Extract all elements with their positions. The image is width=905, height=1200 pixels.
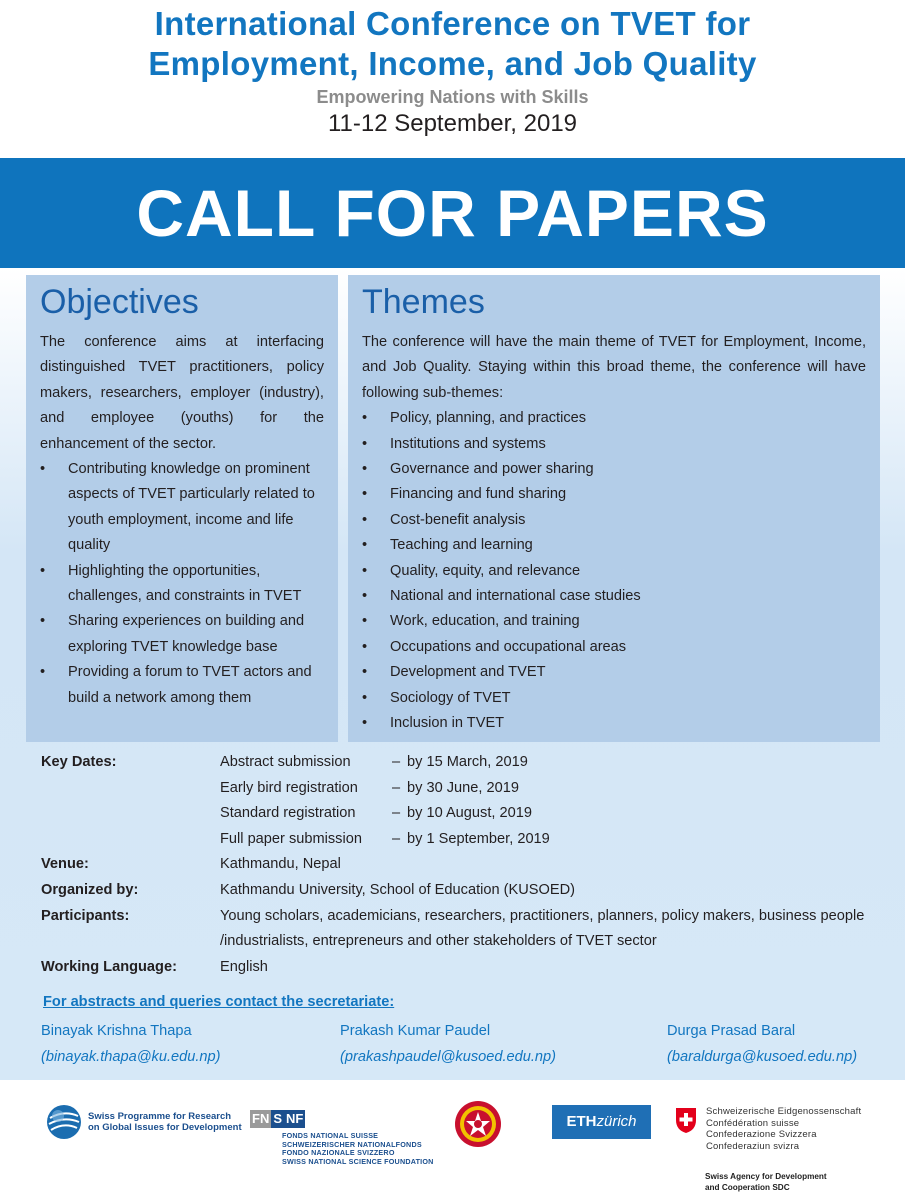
language-value: English xyxy=(220,958,268,975)
key-date-event: Full paper submission xyxy=(220,830,362,847)
objectives-list xyxy=(40,457,324,711)
contact-person xyxy=(41,1018,221,1070)
snf-logo xyxy=(250,1110,434,1166)
key-date-deadline: by 10 August, 2019 xyxy=(407,805,532,822)
title-line-1: International Conference on TVET for xyxy=(154,5,751,42)
conference-title xyxy=(0,0,905,84)
theme-item: • Institutions and systems xyxy=(362,432,866,457)
snf-line-2: SCHWEIZERISCHER NATIONALFONDS xyxy=(282,1139,422,1149)
theme-item: • Inclusion in TVET xyxy=(362,711,866,736)
call-for-papers-banner: CALL FOR PAPERS xyxy=(0,158,905,268)
event-details xyxy=(41,750,881,980)
objective-item: • Highlighting the opportunities, challenges, and constraints in TVET xyxy=(40,559,324,610)
themes-list xyxy=(362,406,866,736)
theme-item: • Occupations and occupational areas xyxy=(362,635,866,660)
swiss-confederation-logo xyxy=(674,1106,861,1152)
sdc-line-2: and Cooperation SDC xyxy=(705,1182,790,1192)
ch-line-1: Schweizerische Eidgenossenschaft xyxy=(706,1106,862,1117)
theme-item: • Governance and power sharing xyxy=(362,457,866,482)
participants-value: Young scholars, academicians, researchers, practitioners, planners, policy makers, business people /industrialists, entrepreneurs and other stakeholders of TVET sector xyxy=(220,907,865,950)
title-line-2: Employment, Income, and Job Quality xyxy=(148,45,757,82)
themes-intro: The conference will have the main theme of TVET for Employment, Income, and Job Quality. Staying within this broad theme, the conference will have following sub-themes: xyxy=(362,334,866,401)
key-date-event: Standard registration xyxy=(220,805,356,822)
eth-italic: zürich xyxy=(596,1113,637,1130)
snf-mark-a: FN xyxy=(252,1111,270,1126)
venue-label: Venue: xyxy=(41,856,89,873)
language-label: Working Language: xyxy=(41,958,177,975)
key-date-deadline: by 30 June, 2019 xyxy=(407,779,519,796)
contact-name: Binayak Krishna Thapa xyxy=(41,1023,192,1039)
contact-email[interactable]: (baraldurga@kusoed.edu.np) xyxy=(667,1049,858,1065)
contact-email[interactable]: (binayak.thapa@ku.edu.np) xyxy=(41,1049,221,1065)
key-date-item xyxy=(220,827,881,853)
eth-zurich-logo xyxy=(552,1105,651,1139)
themes-heading: Themes xyxy=(362,283,485,321)
key-date-item xyxy=(220,801,881,827)
key-date-deadline: by 15 March, 2019 xyxy=(407,754,528,770)
ch-line-4: Confederaziun svizra xyxy=(706,1140,800,1152)
theme-item: • Development and TVET xyxy=(362,660,866,685)
theme-item: • Quality, equity, and relevance xyxy=(362,559,866,584)
themes-panel xyxy=(348,275,880,742)
key-date-item xyxy=(220,776,881,802)
university-seal-icon xyxy=(454,1100,502,1148)
objective-item: • Contributing knowledge on prominent aspects of TVET particularly related to youth employment, income and life quality xyxy=(40,457,324,559)
theme-item: • Work, education, and training xyxy=(362,609,866,634)
ch-line-2: Confédération suisse xyxy=(706,1117,800,1129)
language-row xyxy=(41,955,881,981)
snf-mark xyxy=(250,1110,434,1128)
key-date-event: Early bird registration xyxy=(220,779,358,796)
sdc-label xyxy=(705,1172,827,1193)
contact-heading: For abstracts and queries contact the secretariate: xyxy=(43,994,395,1010)
theme-item: • Cost-benefit analysis xyxy=(362,508,866,533)
objective-item: • Sharing experiences on building and exploring TVET knowledge base xyxy=(40,609,324,660)
contact-person xyxy=(667,1018,857,1070)
organizer-value: Kathmandu University, School of Education (KUSOED) xyxy=(220,881,576,898)
objective-item: • Providing a forum to TVET actors and build a network among them xyxy=(40,660,324,711)
snf-mark-b: S xyxy=(273,1111,283,1126)
conference-subtitle: Empowering Nations with Skills xyxy=(316,87,589,107)
snf-line-1: FONDS NATIONAL SUISSE xyxy=(282,1131,379,1140)
contact-person xyxy=(340,1018,556,1070)
theme-item: • Financing and fund sharing xyxy=(362,482,866,507)
organizer-row xyxy=(41,878,881,904)
key-dates-list xyxy=(220,750,881,852)
sp-line-2: on Global Issues for Development xyxy=(88,1122,242,1133)
objectives-intro: The conference aims at interfacing distinguished TVET practitioners, policy makers, researchers, employer (industry), and employee (youths) for the enhancement of the sector. xyxy=(40,334,324,452)
objectives-panel xyxy=(26,275,338,742)
theme-item: • Policy, planning, and practices xyxy=(362,406,866,431)
swiss-shield-icon xyxy=(674,1106,698,1134)
key-date-separator: – xyxy=(391,779,401,796)
sp-line-1: Swiss Programme for Research xyxy=(88,1111,232,1122)
key-date-separator: – xyxy=(391,754,401,770)
venue-value: Kathmandu, Nepal xyxy=(220,856,341,873)
venue-row xyxy=(41,852,881,878)
theme-item: • Teaching and learning xyxy=(362,533,866,558)
globe-icon xyxy=(46,1104,82,1140)
swiss-programme-logo xyxy=(46,1104,242,1140)
contact-name: Prakash Kumar Paudel xyxy=(340,1023,491,1039)
key-date-separator: – xyxy=(391,830,401,847)
eth-bold: ETH xyxy=(566,1113,597,1130)
kathmandu-university-seal xyxy=(454,1100,502,1153)
participants-row xyxy=(41,904,881,955)
ch-line-3: Confederazione Svizzera xyxy=(706,1129,817,1140)
snf-mark-c: NF xyxy=(286,1111,304,1126)
key-date-separator: – xyxy=(391,805,401,822)
header xyxy=(0,0,905,158)
contact-email[interactable]: (prakashpaudel@kusoed.edu.np) xyxy=(340,1049,557,1065)
key-dates-row xyxy=(41,750,881,852)
theme-item: • National and international case studies xyxy=(362,584,866,609)
contact-name: Durga Prasad Baral xyxy=(667,1023,796,1039)
organizer-label: Organized by: xyxy=(41,881,139,898)
theme-item: • Sociology of TVET xyxy=(362,686,866,711)
key-date-event: Abstract submission xyxy=(220,754,351,770)
sponsor-logos xyxy=(0,1080,905,1200)
participants-label: Participants: xyxy=(41,907,130,924)
sdc-line-1: Swiss Agency for Development xyxy=(705,1172,827,1181)
key-date-item xyxy=(220,750,881,776)
snf-line-4: SWISS NATIONAL SCIENCE FOUNDATION xyxy=(282,1156,434,1166)
objectives-heading: Objectives xyxy=(40,283,199,321)
key-dates-label: Key Dates: xyxy=(41,754,117,770)
snf-line-3: FONDO NAZIONALE SVIZZERO xyxy=(282,1148,395,1158)
conference-dates: 11-12 September, 2019 xyxy=(327,110,578,137)
key-date-deadline: by 1 September, 2019 xyxy=(407,830,550,847)
